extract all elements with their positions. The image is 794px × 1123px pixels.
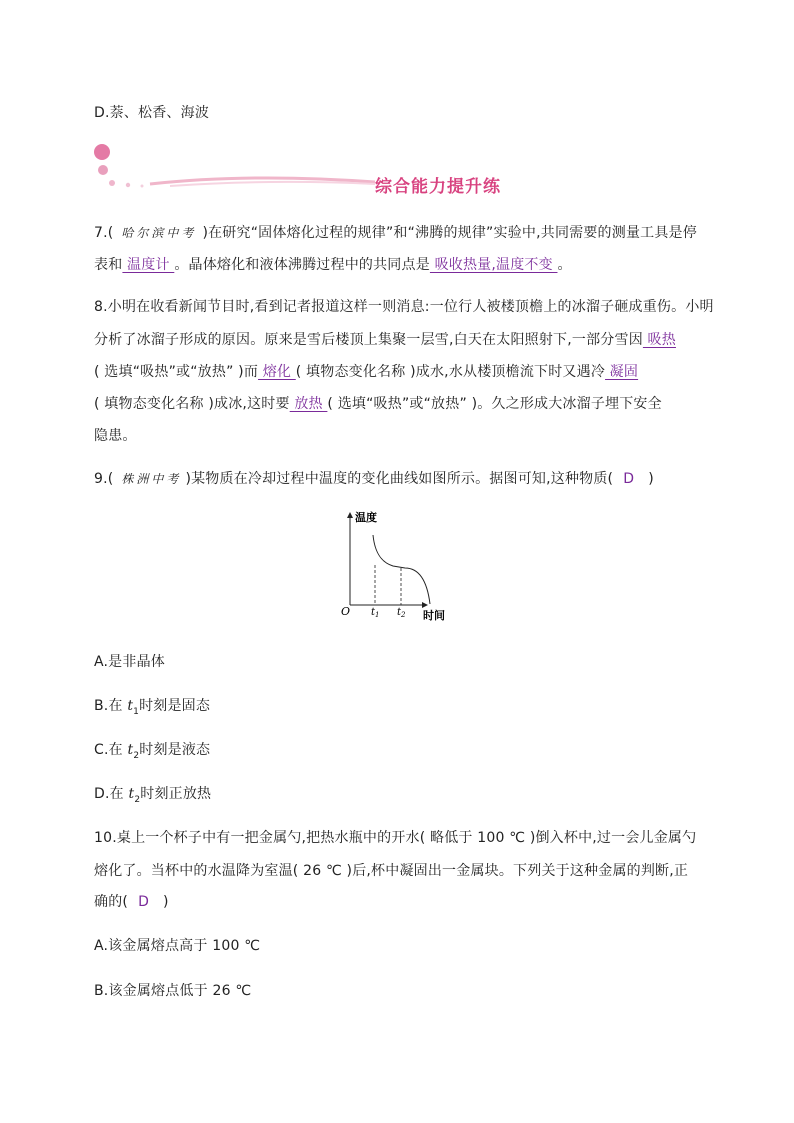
q9-option-d: D.在 $t_2$时刻正放热 [94,786,212,805]
q8-line5: 隐患。 [94,428,137,444]
cooling-curve [373,535,430,604]
q9-line1: 9.( 株洲中考 )某物质在冷却过程中温度的变化曲线如图所示。据图可知,这种物质( D ) [94,471,654,487]
cooling-curve-graph [335,505,455,625]
q8-answer-4: 放热 [289,396,328,412]
t2-label: $t_2$ [397,607,406,619]
q10-line2: 熔化了。当杯中的水温降为室温( 26 ℃ )后,杯中凝固出一金属块。下列关于这种金属的判断,正 [94,863,689,879]
x-axis-label: 时间 [423,609,445,622]
q7-answer-2: 吸收热量,温度不变 [429,257,558,273]
q8-line4: ( 填物态变化名称 )成冰,这时要 放热 ( 选填“吸热”或“放热” )。久之形成大冰溜子埋下安全 [94,396,662,412]
q7-answer-1: 温度计 [122,257,175,273]
q7-text1: )在研究“固体熔化过程的规律”和“沸腾的规律”实验中,共同需要的测量工具是停 [202,225,697,241]
q8-line3: ( 选填“吸热”或“放热” )而 熔化 ( 填物态变化名称 )成水,水从楼顶檐流下时又遇冷 凝固 [94,364,639,380]
q9-option-a: A.是非晶体 [94,654,165,670]
prev-option-d: D.萘、松香、海波 [94,105,210,121]
q9-choice: D [623,471,635,487]
q10-line3: 确的( D ) [94,894,169,910]
q7-line1 [94,222,697,242]
q8-answer-3: 凝固 [605,364,639,380]
q8-line2: 分析了冰溜子形成的原因。原来是雪后楼顶上集聚一层雪,白天在太阳照射下,一部分雪因 吸热 [94,332,676,348]
q10-line1: 10.桌上一个杯子中有一把金属勺,把热水瓶中的开水( 略低于 100 ℃ )倒入杯中,过一会儿金属勺 [94,830,697,846]
q9-option-b: B.在 $t_1$时刻是固态 [94,698,211,717]
q7-source: 哈尔滨中考 [121,226,197,240]
q9-source: 株洲中考 [121,472,182,486]
q7-number: 7.( [94,225,114,241]
y-axis-label: 温度 [355,511,377,524]
q10-choice: D [138,894,150,910]
q9-option-c: C.在 $t_2$时刻是液态 [94,742,211,761]
q8-line1: 8.小明在收看新闻节目时,看到记者报道这样一则消息:一位行人被楼顶檐上的冰溜子砸成重伤。小明 [94,299,714,315]
q8-answer-2: 熔化 [258,364,296,380]
section-title: 综合能力提升练 [375,177,501,197]
section-header-decoration [90,140,380,196]
q8-answer-1: 吸热 [642,332,676,348]
q10-option-a: A.该金属熔点高于 100 ℃ [94,938,261,954]
q10-option-b: B.该金属熔点低于 26 ℃ [94,983,252,999]
q7-line2: 表和 温度计 。晶体熔化和液体沸腾过程中的共同点是 吸收热量,温度不变 。 [94,257,572,273]
origin-label: O [341,605,351,618]
t1-label: $t_1$ [371,607,380,619]
